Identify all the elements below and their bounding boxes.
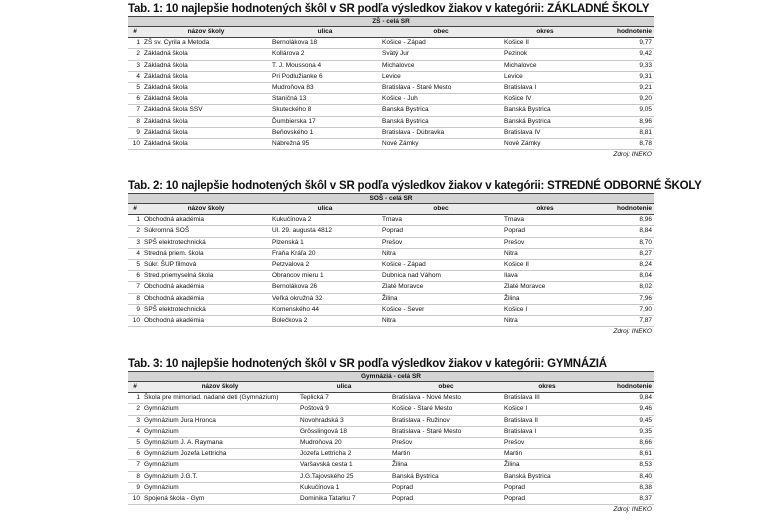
street-cell: Teplická 7 bbox=[298, 393, 390, 404]
town-cell: Prešov bbox=[380, 237, 502, 248]
table-3-title: Tab. 3: 10 najlepšie hodnotených škôl v SR podľa výsledkov žiakov v kategórii: GYMNÁZIÁ bbox=[128, 358, 607, 370]
school-name-cell: Základná škola SSV bbox=[142, 105, 270, 116]
table-2-title: Tab. 2: 10 najlepšie hodnotených škôl v SR podľa výsledkov žiakov v kategórii: STREDNÉ ODBORNÉ ŠKOLY bbox=[128, 180, 702, 192]
school-name-cell: Gymnázium bbox=[142, 404, 298, 415]
school-name-header: názov školy bbox=[142, 27, 270, 38]
rank-cell: 8 bbox=[128, 116, 142, 127]
rank-cell: 2 bbox=[128, 49, 142, 60]
rating-cell: 8,96 bbox=[588, 116, 654, 127]
rating-cell: 8,38 bbox=[592, 482, 654, 493]
rating-cell: 9,77 bbox=[588, 38, 654, 49]
school-name-header: názov školy bbox=[142, 382, 298, 393]
school-name-cell: Gymnázium bbox=[142, 460, 298, 471]
town-cell: Poprad bbox=[390, 482, 502, 493]
street-cell: Ďumbierska 17 bbox=[270, 116, 380, 127]
district-cell: Levice bbox=[502, 71, 588, 82]
rank-cell: 3 bbox=[128, 60, 142, 71]
rank-cell: 1 bbox=[128, 38, 142, 49]
rating-cell: 9,33 bbox=[588, 60, 654, 71]
street-cell: Petzvalova 2 bbox=[270, 260, 380, 271]
district-cell: Bratislava I bbox=[502, 83, 588, 94]
table-1 bbox=[128, 26, 654, 150]
district-cell: Košice IV bbox=[502, 94, 588, 105]
district-cell: Ilava bbox=[502, 271, 588, 282]
rating-cell: 8,27 bbox=[588, 248, 654, 259]
street-header: ulica bbox=[270, 204, 380, 215]
rating-cell: 8,40 bbox=[592, 471, 654, 482]
street-cell: Skuteckého 8 bbox=[270, 105, 380, 116]
street-cell: Obrancov mieru 1 bbox=[270, 271, 380, 282]
rank-cell: 4 bbox=[128, 71, 142, 82]
rating-cell: 7,87 bbox=[588, 316, 654, 327]
district-cell: Nové Zámky bbox=[502, 139, 588, 150]
table-2 bbox=[128, 203, 654, 327]
school-name-cell: Obchodná akadémia bbox=[142, 316, 270, 327]
rank-cell: 7 bbox=[128, 105, 142, 116]
town-cell: Košice - Západ bbox=[380, 38, 502, 49]
town-header: obec bbox=[380, 204, 502, 215]
town-cell: Levice bbox=[380, 71, 502, 82]
table-row bbox=[128, 304, 654, 315]
rating-cell: 8,70 bbox=[588, 237, 654, 248]
table-row bbox=[128, 83, 654, 94]
district-cell: Zlaté Moravce bbox=[502, 282, 588, 293]
table-row bbox=[128, 71, 654, 82]
table-row bbox=[128, 426, 654, 437]
rating-header: hodnotenie bbox=[592, 382, 654, 393]
street-cell: Varšavská cesta 1 bbox=[298, 460, 390, 471]
table-row bbox=[128, 127, 654, 138]
rating-cell: 9,35 bbox=[592, 426, 654, 437]
school-name-cell: Základná škola bbox=[142, 139, 270, 150]
rating-cell: 8,61 bbox=[592, 449, 654, 460]
school-name-cell: Gymnázium J. A. Raymana bbox=[142, 438, 298, 449]
street-cell: Bernolákova 26 bbox=[270, 282, 380, 293]
school-name-cell: Obchodná akadémia bbox=[142, 215, 270, 226]
rank-cell: 10 bbox=[128, 316, 142, 327]
table-row bbox=[128, 471, 654, 482]
street-cell: Bernolákova 18 bbox=[270, 38, 380, 49]
rating-header: hodnotenie bbox=[588, 27, 654, 38]
school-name-cell: Základná škola bbox=[142, 60, 270, 71]
rating-cell: 8,37 bbox=[592, 494, 654, 505]
school-name-cell: Súkr. ŠUP filmová bbox=[142, 260, 270, 271]
table-row bbox=[128, 237, 654, 248]
rank-cell: 6 bbox=[128, 94, 142, 105]
table-2-banner: SOŠ - celá SR bbox=[128, 193, 654, 203]
district-cell: Michalovce bbox=[502, 60, 588, 71]
school-name-cell: Stred.priemyselná škola bbox=[142, 271, 270, 282]
table-row bbox=[128, 260, 654, 271]
rank-cell: 3 bbox=[128, 415, 142, 426]
rating-cell: 8,84 bbox=[588, 226, 654, 237]
district-cell: Bratislava II bbox=[502, 415, 592, 426]
rating-header: hodnotenie bbox=[588, 204, 654, 215]
town-cell: Michalovce bbox=[380, 60, 502, 71]
table-1-title: Tab. 1: 10 najlepšie hodnotených škôl v SR podľa výsledkov žiakov v kategórii: ZÁKLADNÉ ŠKOLY bbox=[128, 3, 650, 15]
table-row bbox=[128, 49, 654, 60]
town-cell: Košice - Západ bbox=[380, 260, 502, 271]
table-row bbox=[128, 393, 654, 404]
table-1-header bbox=[128, 27, 654, 38]
rank-cell: 6 bbox=[128, 449, 142, 460]
town-cell: Nitra bbox=[380, 316, 502, 327]
table-row bbox=[128, 460, 654, 471]
rank-header: # bbox=[128, 382, 142, 393]
district-cell: Košice II bbox=[502, 260, 588, 271]
district-cell: Košice I bbox=[502, 304, 588, 315]
street-cell: Beňovského 1 bbox=[270, 127, 380, 138]
district-cell: Žilina bbox=[502, 460, 592, 471]
rating-cell: 9,42 bbox=[588, 49, 654, 60]
street-cell: Plzenská 1 bbox=[270, 237, 380, 248]
rating-cell: 9,46 bbox=[592, 404, 654, 415]
rank-header: # bbox=[128, 27, 142, 38]
table-row bbox=[128, 482, 654, 493]
town-cell: Košice - Sever bbox=[380, 304, 502, 315]
table-row bbox=[128, 116, 654, 127]
street-cell: Novohradská 3 bbox=[298, 415, 390, 426]
rating-cell: 9,20 bbox=[588, 94, 654, 105]
street-cell: T. J. Moussona 4 bbox=[270, 60, 380, 71]
school-name-cell: Spojená škola - Gym bbox=[142, 494, 298, 505]
town-cell: Žilina bbox=[380, 293, 502, 304]
town-cell: Žilina bbox=[390, 460, 502, 471]
table-row bbox=[128, 415, 654, 426]
town-cell: Bratislava - Staré Mesto bbox=[390, 426, 502, 437]
school-name-cell: Gymnázium Jura Hronca bbox=[142, 415, 298, 426]
rating-cell: 7,90 bbox=[588, 304, 654, 315]
table-row bbox=[128, 139, 654, 150]
rank-cell: 5 bbox=[128, 260, 142, 271]
street-header: ulica bbox=[270, 27, 380, 38]
school-name-cell: SPŠ elektrotechnická bbox=[142, 237, 270, 248]
district-cell: Prešov bbox=[502, 237, 588, 248]
town-cell: Košice - Juh bbox=[380, 94, 502, 105]
table-1-source: Zdroj: INEKO bbox=[613, 151, 652, 159]
table-row bbox=[128, 404, 654, 415]
district-cell: Banská Bystrica bbox=[502, 105, 588, 116]
street-cell: Staničná 13 bbox=[270, 94, 380, 105]
street-cell: Kollárova 2 bbox=[270, 49, 380, 60]
table-row bbox=[128, 105, 654, 116]
school-name-header: názov školy bbox=[142, 204, 270, 215]
school-name-cell: Súkromná SOŠ bbox=[142, 226, 270, 237]
district-cell: Banská Bystrica bbox=[502, 471, 592, 482]
district-cell: Žilina bbox=[502, 293, 588, 304]
table-row bbox=[128, 282, 654, 293]
town-cell: Nitra bbox=[380, 248, 502, 259]
school-name-cell: Základná škola bbox=[142, 83, 270, 94]
street-cell: Mudroňova 83 bbox=[270, 83, 380, 94]
town-cell: Poprad bbox=[380, 226, 502, 237]
table-row bbox=[128, 38, 654, 49]
street-cell: Jozefa Lettricha 2 bbox=[298, 449, 390, 460]
rating-cell: 7,96 bbox=[588, 293, 654, 304]
town-header: obec bbox=[390, 382, 502, 393]
rating-cell: 8,78 bbox=[588, 139, 654, 150]
rating-cell: 9,45 bbox=[592, 415, 654, 426]
street-cell: Pri Podlužianke 6 bbox=[270, 71, 380, 82]
street-cell: Poštová 9 bbox=[298, 404, 390, 415]
table-row bbox=[128, 94, 654, 105]
school-name-cell: Základná škola bbox=[142, 116, 270, 127]
town-cell: Banská Bystrica bbox=[390, 471, 502, 482]
rank-cell: 7 bbox=[128, 460, 142, 471]
school-name-cell: SPŠ elektrotechnická bbox=[142, 304, 270, 315]
town-cell: Košice - Staré Mesto bbox=[390, 404, 502, 415]
rank-cell: 1 bbox=[128, 393, 142, 404]
town-cell: Prešov bbox=[390, 438, 502, 449]
district-cell: Nitra bbox=[502, 248, 588, 259]
table-row bbox=[128, 494, 654, 505]
district-cell: Košice I bbox=[502, 404, 592, 415]
district-cell: Bratislava III bbox=[502, 393, 592, 404]
district-cell: Košice II bbox=[502, 38, 588, 49]
street-cell: Bolečkova 2 bbox=[270, 316, 380, 327]
rating-cell: 8,81 bbox=[588, 127, 654, 138]
town-cell: Banská Bystrica bbox=[380, 105, 502, 116]
street-cell: Ul. 29. augusta 4812 bbox=[270, 226, 380, 237]
rank-cell: 8 bbox=[128, 471, 142, 482]
street-cell: Fraňa Kráľa 20 bbox=[270, 248, 380, 259]
town-cell: Trnava bbox=[380, 215, 502, 226]
town-cell: Bratislava - Staré Mesto bbox=[380, 83, 502, 94]
table-row bbox=[128, 438, 654, 449]
rating-cell: 8,96 bbox=[588, 215, 654, 226]
rank-header: # bbox=[128, 204, 142, 215]
school-name-cell: Základná škola bbox=[142, 127, 270, 138]
rank-cell: 9 bbox=[128, 127, 142, 138]
district-cell: Bratislava I bbox=[502, 426, 592, 437]
rating-cell: 8,24 bbox=[588, 260, 654, 271]
rank-cell: 8 bbox=[128, 293, 142, 304]
table-1-banner: ZŠ - celá SR bbox=[128, 16, 654, 26]
table-2-header bbox=[128, 204, 654, 215]
table-row bbox=[128, 60, 654, 71]
table-row bbox=[128, 215, 654, 226]
street-cell: Kukučínova 1 bbox=[298, 482, 390, 493]
town-cell: Bratislava - Nové Mesto bbox=[390, 393, 502, 404]
district-cell: Poprad bbox=[502, 482, 592, 493]
district-cell: Poprad bbox=[502, 494, 592, 505]
table-1-body bbox=[128, 38, 654, 150]
school-name-cell: Obchodná akadémia bbox=[142, 293, 270, 304]
town-cell: Zlaté Moravce bbox=[380, 282, 502, 293]
rank-cell: 2 bbox=[128, 404, 142, 415]
table-3-banner: Gymnáziá - celá SR bbox=[128, 371, 654, 381]
rank-cell: 2 bbox=[128, 226, 142, 237]
town-header: obec bbox=[380, 27, 502, 38]
table-2-body bbox=[128, 215, 654, 327]
street-cell: Dominika Tatarku 7 bbox=[298, 494, 390, 505]
school-name-cell: Gymnázium bbox=[142, 426, 298, 437]
rating-cell: 9,31 bbox=[588, 71, 654, 82]
street-cell: Veľká okružná 32 bbox=[270, 293, 380, 304]
table-1-block bbox=[128, 3, 654, 160]
rank-cell: 10 bbox=[128, 494, 142, 505]
rank-cell: 9 bbox=[128, 482, 142, 493]
town-cell: Bratislava - Dúbravka bbox=[380, 127, 502, 138]
district-header: okres bbox=[502, 27, 588, 38]
table-row bbox=[128, 226, 654, 237]
school-name-cell: Stredná priem. škola bbox=[142, 248, 270, 259]
school-name-cell: ZŠ sv. Cyrila a Metoda bbox=[142, 38, 270, 49]
rank-cell: 4 bbox=[128, 248, 142, 259]
school-name-cell: Škola pre mimoriad. nadané deti (Gymnázium) bbox=[142, 393, 298, 404]
school-name-cell: Základná škola bbox=[142, 71, 270, 82]
district-cell: Trnava bbox=[502, 215, 588, 226]
district-cell: Banská Bystrica bbox=[502, 116, 588, 127]
town-cell: Banská Bystrica bbox=[380, 116, 502, 127]
table-2-source: Zdroj: INEKO bbox=[613, 328, 652, 336]
rating-cell: 9,05 bbox=[588, 105, 654, 116]
school-name-cell: Gymnázium Jozefa Lettricha bbox=[142, 449, 298, 460]
rating-cell: 8,04 bbox=[588, 271, 654, 282]
town-cell: Dubnica nad Váhom bbox=[380, 271, 502, 282]
table-row bbox=[128, 449, 654, 460]
street-header: ulica bbox=[298, 382, 390, 393]
table-row bbox=[128, 293, 654, 304]
rank-cell: 1 bbox=[128, 215, 142, 226]
table-3-block bbox=[128, 358, 654, 515]
table-row bbox=[128, 271, 654, 282]
school-name-cell: Gymnázium J.G.T. bbox=[142, 471, 298, 482]
rating-cell: 8,53 bbox=[592, 460, 654, 471]
town-cell: Nové Zámky bbox=[380, 139, 502, 150]
school-name-cell: Základná škola bbox=[142, 94, 270, 105]
table-3 bbox=[128, 381, 654, 505]
district-cell: Pezinok bbox=[502, 49, 588, 60]
rank-cell: 5 bbox=[128, 83, 142, 94]
school-name-cell: Základná škola bbox=[142, 49, 270, 60]
district-header: okres bbox=[502, 204, 588, 215]
street-cell: Komenského 44 bbox=[270, 304, 380, 315]
rank-cell: 9 bbox=[128, 304, 142, 315]
district-cell: Nitra bbox=[502, 316, 588, 327]
rank-cell: 4 bbox=[128, 426, 142, 437]
district-cell: Martin bbox=[502, 449, 592, 460]
town-cell: Poprad bbox=[390, 494, 502, 505]
rating-cell: 9,21 bbox=[588, 83, 654, 94]
street-cell: Grösslingová 18 bbox=[298, 426, 390, 437]
table-row bbox=[128, 248, 654, 259]
school-name-cell: Obchodná akadémia bbox=[142, 282, 270, 293]
district-cell: Prešov bbox=[502, 438, 592, 449]
district-cell: Bratislava IV bbox=[502, 127, 588, 138]
street-cell: J.G.Tajovského 25 bbox=[298, 471, 390, 482]
rating-cell: 8,66 bbox=[592, 438, 654, 449]
rank-cell: 6 bbox=[128, 271, 142, 282]
street-cell: Kukučínova 2 bbox=[270, 215, 380, 226]
street-cell: Nábrežná 95 bbox=[270, 139, 380, 150]
rank-cell: 10 bbox=[128, 139, 142, 150]
town-cell: Bratislava - Ružinov bbox=[390, 415, 502, 426]
rating-cell: 8,02 bbox=[588, 282, 654, 293]
table-3-source: Zdroj: INEKO bbox=[613, 506, 652, 514]
town-cell: Martin bbox=[390, 449, 502, 460]
street-cell: Mudroňova 20 bbox=[298, 438, 390, 449]
rank-cell: 3 bbox=[128, 237, 142, 248]
table-row bbox=[128, 316, 654, 327]
table-3-body bbox=[128, 393, 654, 505]
rating-cell: 9,84 bbox=[592, 393, 654, 404]
table-2-block bbox=[128, 180, 702, 337]
district-cell: Poprad bbox=[502, 226, 588, 237]
rank-cell: 5 bbox=[128, 438, 142, 449]
town-cell: Svätý Jur bbox=[380, 49, 502, 60]
district-header: okres bbox=[502, 382, 592, 393]
rank-cell: 7 bbox=[128, 282, 142, 293]
table-3-header bbox=[128, 382, 654, 393]
school-name-cell: Gymnázium bbox=[142, 482, 298, 493]
